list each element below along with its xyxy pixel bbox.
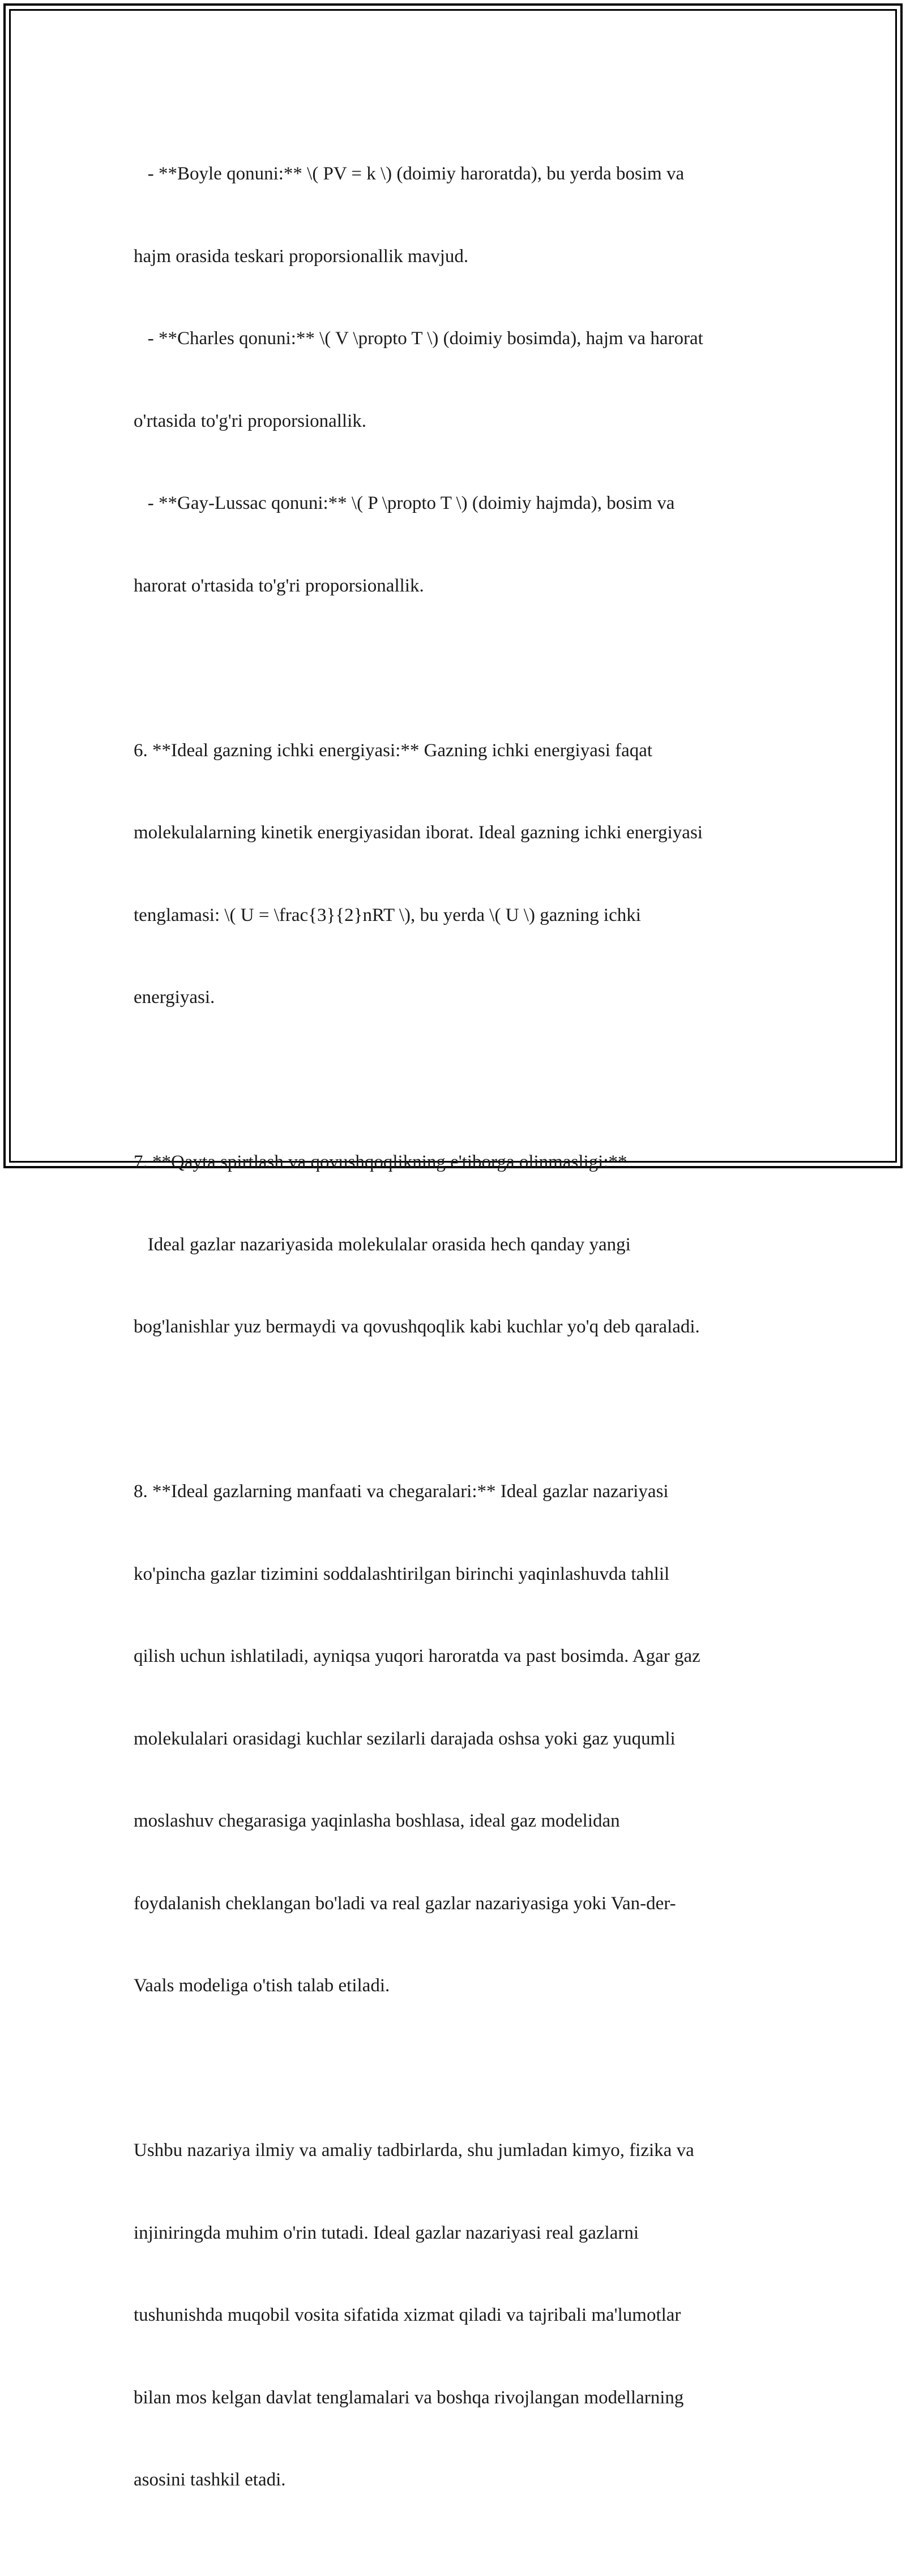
text-line: - **Gay-Lussac qonuni:** \( P \propto T \) (doimiy hajmda), bosim va	[134, 493, 675, 513]
conclusion-paragraph	[134, 2082, 773, 2549]
text-line: 8. **Ideal gazlarning manfaati va chegaralari:** Ideal gazlar nazariyasi	[134, 1481, 669, 1502]
section-6-internal-energy	[134, 682, 773, 1066]
text-line: 7. **Qayta spirtlash va qovushqoqlikning e'tiborga olinmasligi:**	[134, 1152, 627, 1172]
text-line: ko'pincha gazlar tizimini soddalashtirilgan birinchi yaqinlashuvda tahlil	[134, 1563, 670, 1584]
text-line: moslashuv chegarasiga yaqinlasha boshlasa, ideal gaz modelidan	[134, 1811, 620, 1831]
document-body	[134, 105, 773, 2576]
text-line: bog'lanishlar yuz bermaydi va qovushqoqlik kabi kuchlar yo'q deb qaraladi.	[134, 1317, 700, 1337]
text-line: asosini tashkil etadi.	[134, 2470, 286, 2490]
text-line: Ushbu nazariya ilmiy va amaliy tadbirlarda, shu jumladan kimyo, fizika va	[134, 2140, 694, 2161]
text-line: molekulalari orasidagi kuchlar sezilarli darajada oshsa yoki gaz yuqumli	[134, 1728, 676, 1749]
text-line: bilan mos kelgan davlat tenglamalari va boshqa rivojlangan modellarning	[134, 2387, 684, 2408]
text-line: - **Boyle qonuni:** \( PV = k \) (doimiy haroratda), bu yerda bosim va	[134, 164, 685, 184]
text-line: energiyasi.	[134, 987, 215, 1008]
text-line: foydalanish cheklangan bo'ladi va real gazlar nazariyasiga yoki Van-der-	[134, 1893, 676, 1914]
section-8-limits	[134, 1423, 773, 2055]
text-line: injiniringda muhim o'rin tutadi. Ideal gazlar nazariyasi real gazlarni	[134, 2222, 639, 2243]
text-line: o'rtasida to'g'ri proporsionallik.	[134, 410, 367, 431]
text-line: Vaals modeliga o'tish talab etiladi.	[134, 1975, 390, 1996]
text-line: qilish uchun ishlatiladi, ayniqsa yuqori haroratda va past bosimda. Agar gaz	[134, 1646, 700, 1666]
text-line: harorat o'rtasida to'g'ri proporsionallik.	[134, 575, 424, 596]
text-line: - **Charles qonuni:** \( V \propto T \) (doimiy bosimda), hajm va harorat	[134, 328, 703, 349]
section-7-viscosity	[134, 1094, 773, 1396]
text-line: tushunishda muqobil vosita sifatida xizmat qiladi va tajribali ma'lumotlar	[134, 2305, 681, 2325]
text-line: Ideal gazlar nazariyasida molekulalar orasida hech qanday yangi	[134, 1234, 631, 1255]
text-line: tenglamasi: \( U = \frac{3}{2}nRT \), bu yerda \( U \) gazning ichki	[134, 905, 641, 925]
text-line: molekulalarning kinetik energiyasidan iborat. Ideal gazning ichki energiyasi	[134, 822, 703, 843]
gas-laws-list	[134, 105, 773, 654]
text-line: hajm orasida teskari proporsionallik mavjud.	[134, 246, 469, 267]
text-line: 6. **Ideal gazning ichki energiyasi:** Gazning ichki energiyasi faqat	[134, 740, 653, 761]
